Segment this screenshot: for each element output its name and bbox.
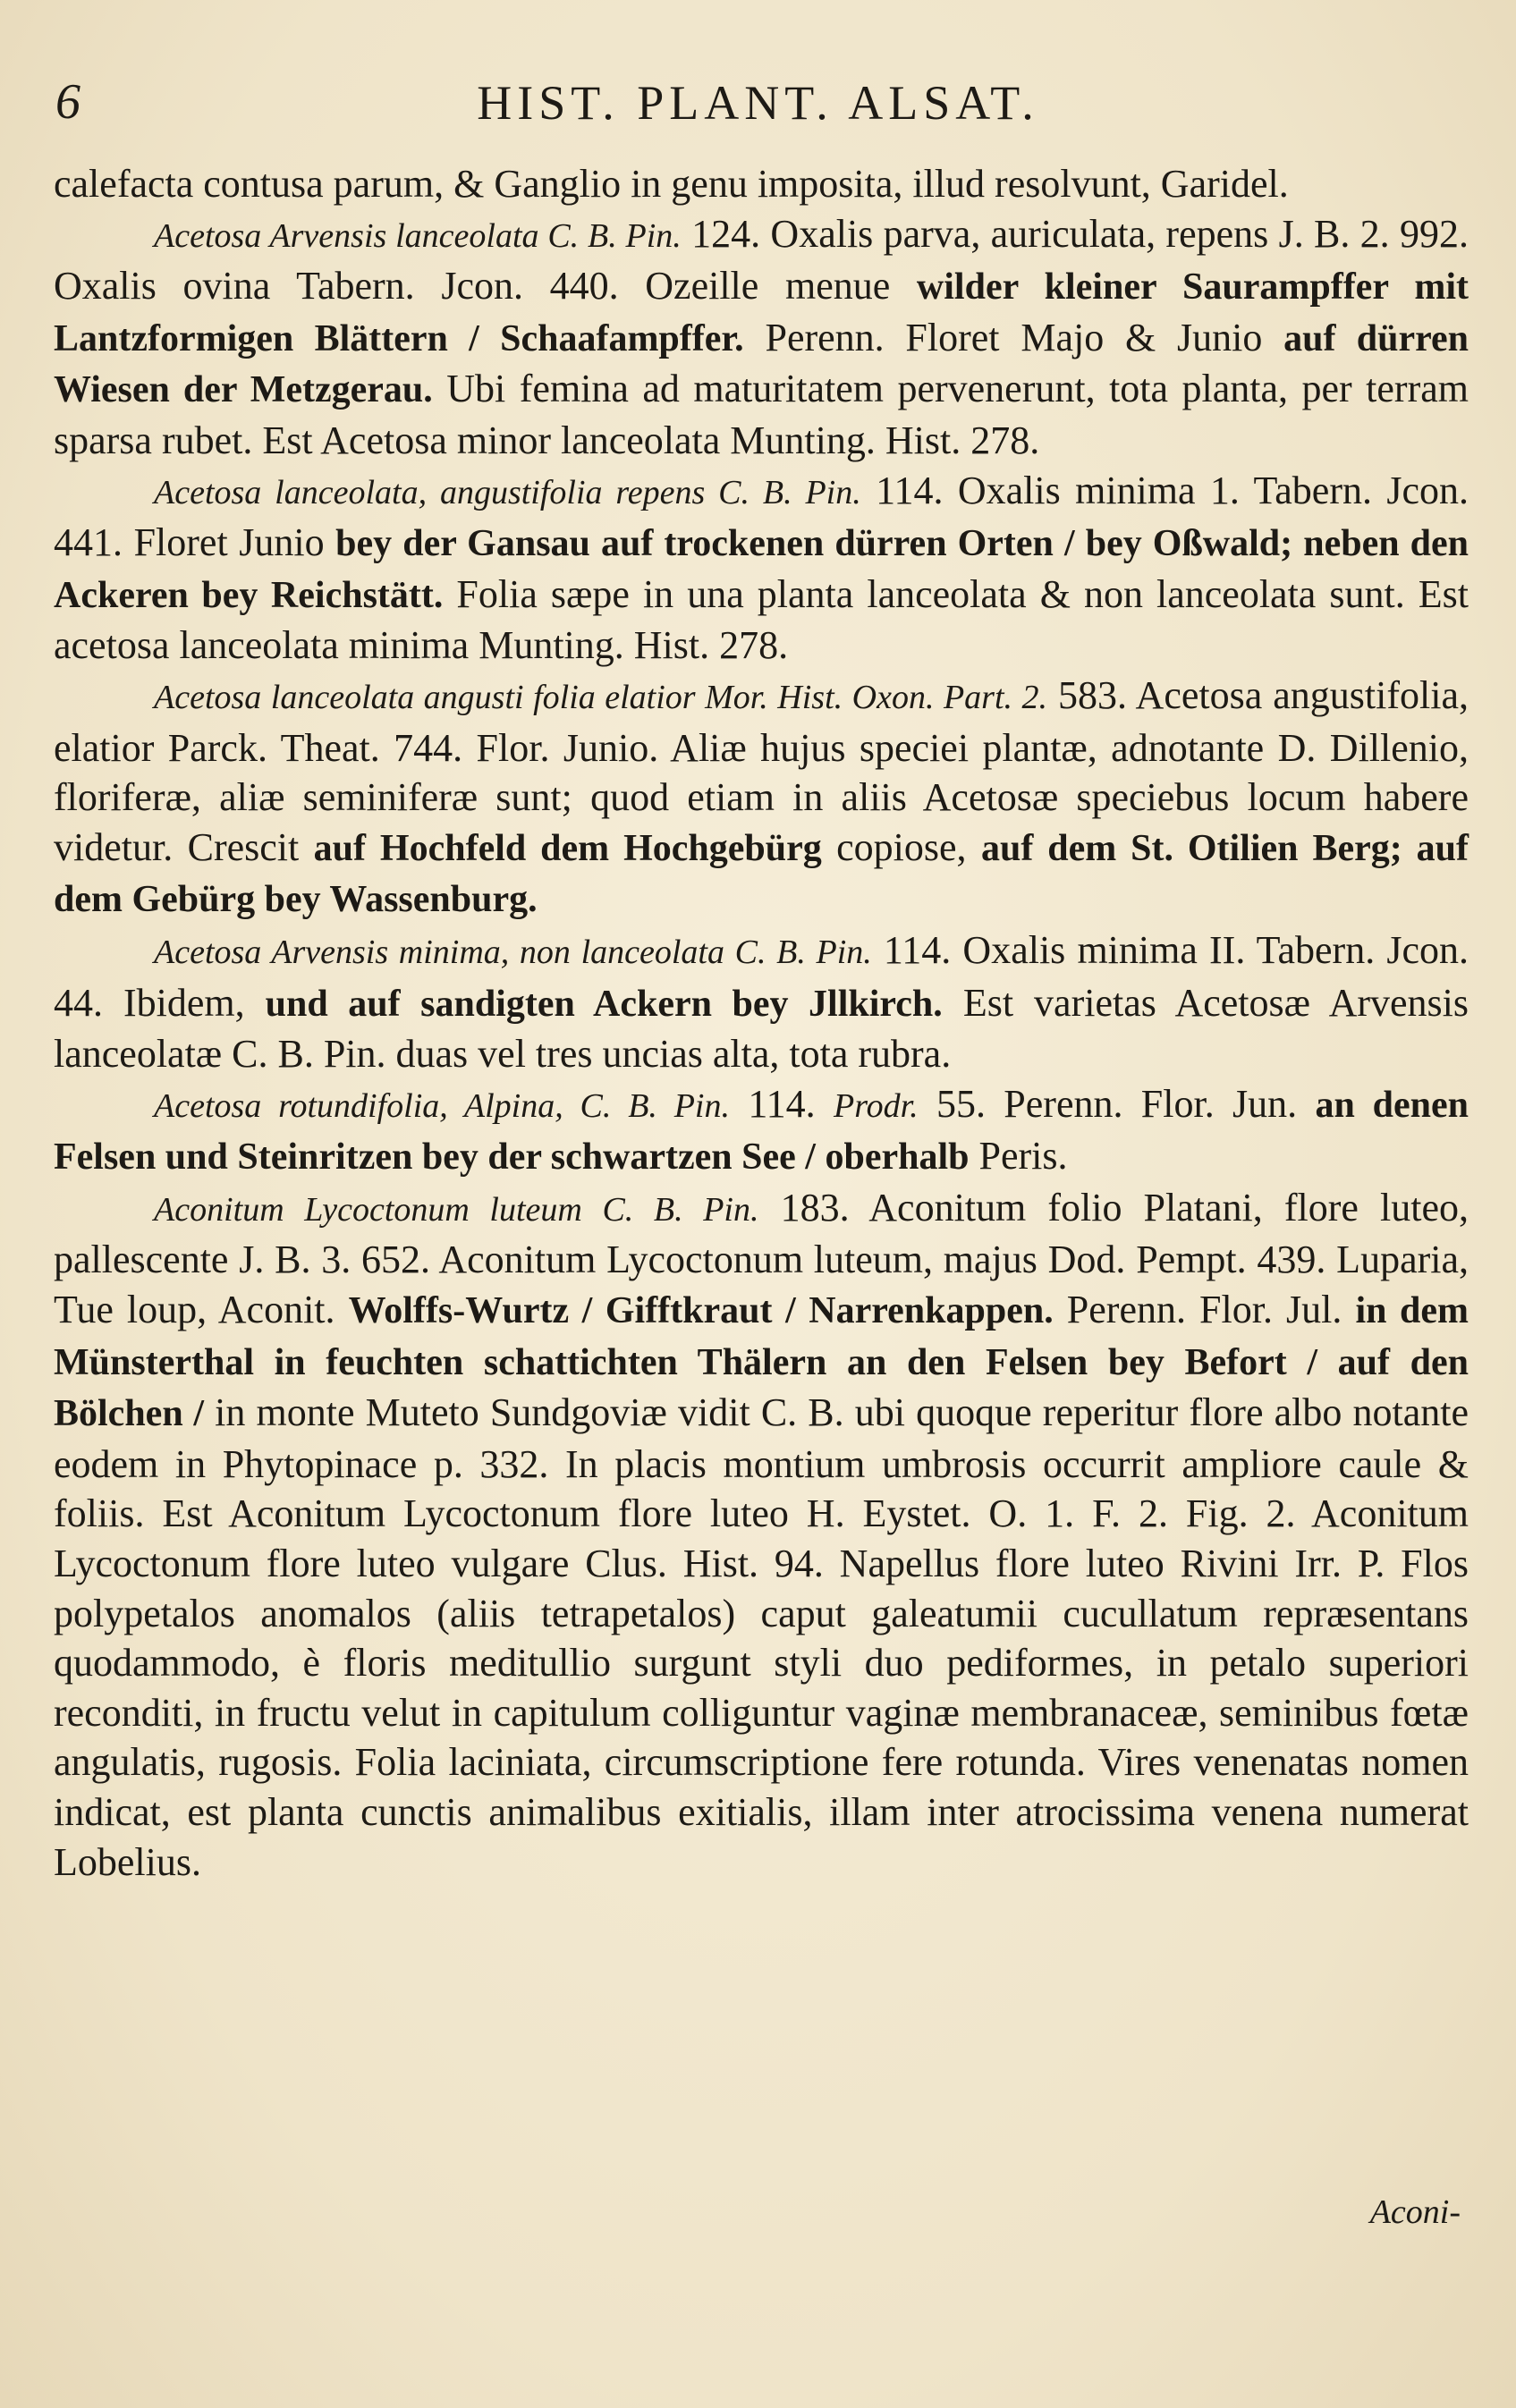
roman-text: 124. Oxalis parva, auriculata, repens J. B. 2. 992. Oxalis ovina Tabern. Jcon. 440. Ozeille menue xyxy=(54,211,1469,308)
paragraph-acetosa-arvensis-minima xyxy=(54,925,1469,1079)
roman-text: Folia sæpe in una planta lanceolata & non lanceolata sunt. Est acetosa lanceolata minima Munting. Hist. 278. xyxy=(54,571,1469,668)
italic-citation: Acetosa lanceolata, angustifolia repens C. B. Pin. xyxy=(154,473,861,511)
roman-text: 114. xyxy=(730,1081,834,1126)
italic-citation: Prodr. xyxy=(834,1086,919,1125)
roman-text: 55. Perenn. Flor. Jun. xyxy=(918,1081,1316,1126)
blackletter-text: an denen Felsen und Steinritzen bey der schwartzen See / oberhalb xyxy=(54,1084,1469,1179)
roman-text: 583. Acetosa angustifolia, elatior Parck. Theat. 744. Flor. Junio. Aliæ hujus speciei plantæ, adnotante D. Dillenio, floriferæ, aliæ seminiferæ sunt; quod etiam in aliis Acetosæ speciebus locum habere videtur. Crescit xyxy=(54,672,1469,869)
roman-text: Perenn. Floret Majo & Junio xyxy=(743,315,1284,359)
roman-text: 183. Aconitum folio Platani, flore luteo, pallescente J. B. 3. 652. Aconitum Lycoctonum luteum, majus Dod. Pempt. 439. Luparia, Tue loup, Aconit. xyxy=(54,1185,1469,1332)
roman-text: Est varietas Acetosæ Arvensis lanceolatæ C. B. Pin. duas vel tres uncias alta, tota rubra. xyxy=(54,980,1469,1077)
blackletter-text: auf dürren Wiesen der Metzgerau. xyxy=(54,317,1469,411)
roman-text: copiose, xyxy=(821,824,981,869)
italic-citation: Aconitum Lycoctonum luteum C. B. Pin. xyxy=(154,1190,759,1229)
roman-text: in monte Muteto Sundgoviæ vidit C. B. ubi quoque reperitur flore albo notante eodem in Phytopinace p. 332. In placis montium umbrosis occurrit ampliore caule & foliis. Est Aconitum Lycoctonum flore luteo H. Eystet. O. 1. F. 2. Fig. 2. Aconitum Lycoctonum flore luteo vulgare Clus. Hist. 94. Napellus flore luteo Rivini Irr. P. Flos polypetalos anomalos (aliis tetrapetalos) caput galeatumii cucullatum repræsentans quodammodo, è floris meditullio surgunt styli duo pediformes, in petalo superiori reconditi, in fructu velut in capitulum colliguntur vaginæ membranaceæ, seminibus fœtæ angulatis, rugosis. Folia laciniata, circumscriptione fere rotunda. Vires venenatas nomen indicat, est planta cunctis animalibus exitialis, illam inter atrocissima venena numerat Lobelius. xyxy=(54,1390,1469,1884)
blackletter-text: auf dem St. Otilien Berg; auf dem Gebürg bey Wassenburg. xyxy=(54,827,1469,921)
blackletter-text: auf Hochfeld dem Hochgebürg xyxy=(313,827,822,869)
roman-text: 114. Oxalis minima 1. Tabern. Jcon. 441. Floret Junio xyxy=(54,468,1469,565)
italic-citation: Acetosa lanceolata angusti folia elatior Mor. Hist. Oxon. Part. 2. xyxy=(154,678,1047,716)
italic-citation: Acetosa Arvensis minima, non lanceolata C. B. Pin. xyxy=(154,933,872,971)
blackletter-text: wilder kleiner Saurampffer mit Lantzformigen Blättern / Schaafampffer. xyxy=(54,266,1469,359)
paragraph-acetosa-lanceolata-angusti-folia-elatior xyxy=(54,671,1469,925)
page-number: 6 xyxy=(55,74,80,130)
roman-text: Ubi femina ad maturitatem pervenerunt, tota planta, per terram sparsa rubet. Est Acetosa minor lanceolata Munting. Hist. 278. xyxy=(54,367,1469,462)
roman-text: 114. Oxalis minima II. Tabern. Jcon. 44. Ibidem, xyxy=(54,927,1469,1025)
paragraph-acetosa-arvensis-lanceolata xyxy=(54,209,1469,466)
paragraph-aconitum-lycoctonum-luteum xyxy=(54,1183,1469,1887)
blackletter-text: in dem Münsterthal in feuchten schattichten Thälern an den Felsen bey Befort / auf den Bölchen / xyxy=(54,1290,1469,1435)
roman-text: calefacta contusa parum, & Ganglio in genu imposita, illud resolvunt, Garidel. xyxy=(54,162,1289,206)
page-header xyxy=(55,73,1461,136)
roman-text: Perenn. Flor. Jul. xyxy=(1053,1288,1356,1332)
roman-text: Peris. xyxy=(969,1134,1068,1179)
paragraph-acetosa-rotundifolia-alpina xyxy=(54,1079,1469,1183)
running-title: HIST. PLANT. ALSAT. xyxy=(477,76,1039,130)
catchword: Aconi- xyxy=(1369,2193,1461,2231)
blackletter-text: Wolffs-Wurtz / Gifftkraut / Narrenkappen. xyxy=(348,1290,1054,1332)
paragraph-continuation xyxy=(54,159,1469,209)
body-text xyxy=(54,159,1469,1887)
blackletter-text: bey der Gansau auf trockenen dürren Orten / bey Oßwald; neben den Ackeren bey Reichstätt. xyxy=(54,523,1469,616)
italic-citation: Acetosa Arvensis lanceolata C. B. Pin. xyxy=(154,216,682,255)
italic-citation: Acetosa rotundifolia, Alpina, C. B. Pin. xyxy=(154,1086,730,1125)
blackletter-text: und auf sandigten Ackern bey Jllkirch. xyxy=(265,983,943,1025)
paragraph-acetosa-lanceolata-angustifolia-repens xyxy=(54,466,1469,671)
